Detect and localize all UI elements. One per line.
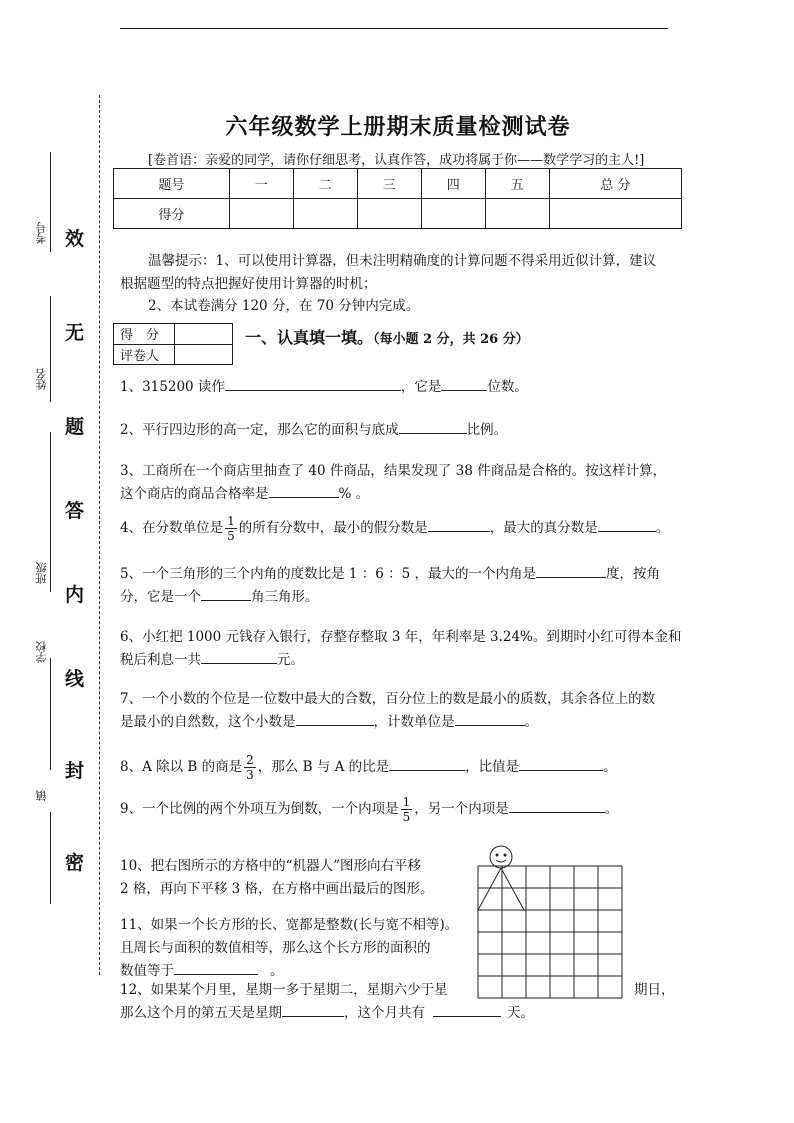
question-text: ，这个月共有: [344, 1005, 425, 1021]
question-text: 1、315200 读作: [120, 379, 225, 395]
answer-blank[interactable]: [282, 1002, 344, 1017]
side-field-line: [50, 432, 51, 592]
answer-blank[interactable]: [296, 711, 374, 726]
question-text: 。: [524, 714, 538, 730]
question-10: [120, 855, 434, 901]
answer-blank[interactable]: [519, 756, 603, 771]
seal-char: 无: [65, 322, 85, 344]
side-field-line: [50, 812, 51, 904]
question-text: 7、一个小数的个位是一位数中最大的合数，百分位上的数是最小的质数，其余各位上的数: [120, 691, 656, 707]
question-text: 。: [604, 801, 619, 817]
score-cell[interactable]: [549, 199, 681, 229]
question-12-line2: [120, 1002, 534, 1025]
score-cell[interactable]: [293, 199, 357, 229]
grader-reviewer-label: 评卷人: [114, 344, 175, 365]
binding-dashed-line: [99, 95, 100, 975]
score-header-cell: 四: [421, 169, 485, 199]
question-text: 分，它是一个: [120, 589, 201, 605]
question-6: [120, 626, 681, 672]
answer-blank[interactable]: [201, 649, 277, 664]
answer-blank[interactable]: [428, 517, 490, 532]
question-text: 是最小的自然数，这个小数是: [120, 714, 296, 730]
question-text: 位数。: [487, 379, 528, 395]
side-field-line: [50, 296, 51, 402]
question-12: [120, 979, 448, 1002]
question-text: 10、把右图所示的方格中的“机器人”图形向右平移: [120, 858, 421, 874]
question-text: 数值等于: [120, 963, 174, 979]
seal-char: 内: [65, 584, 85, 606]
question-text: 。: [270, 963, 284, 979]
fraction: $\frac{2}{3}$: [246, 753, 254, 782]
question-7: [120, 688, 655, 734]
seal-char: 密: [65, 852, 85, 874]
question-text: 比例。: [466, 422, 508, 438]
section-note: （每小题 2 分，共 26 分）: [373, 332, 529, 347]
score-header-cell: 二: [293, 169, 357, 199]
score-cell[interactable]: [229, 199, 293, 229]
score-header-cell: 五: [485, 169, 549, 199]
robot-grid-figure[interactable]: [476, 844, 624, 1000]
score-row-label: 得分: [114, 199, 230, 229]
question-3: [120, 460, 666, 506]
score-header-cell: 题号: [114, 169, 230, 199]
table-row: [114, 169, 682, 199]
side-field-town: 镇: [35, 790, 48, 801]
section-heading: [245, 325, 529, 348]
grader-reviewer-cell[interactable]: [175, 344, 233, 365]
question-text: 天。: [507, 1005, 534, 1021]
seal-char: 封: [65, 760, 85, 782]
table-row: [114, 344, 233, 365]
answer-blank[interactable]: [225, 376, 401, 391]
seal-char: 效: [65, 228, 85, 250]
seal-char: 题: [65, 416, 85, 438]
grader-score-cell[interactable]: [175, 324, 233, 345]
table-row: [114, 324, 233, 345]
question-text: 元。: [277, 652, 304, 668]
question-text: 3、工商所在一个商店里抽查了 40 件商品，结果发现了 38 件商品是合格的。按这样计算，: [120, 463, 667, 479]
seal-char: 答: [65, 500, 85, 522]
answer-blank[interactable]: [174, 960, 258, 975]
answer-blank[interactable]: [399, 419, 467, 434]
question-text: % 。: [338, 486, 370, 502]
question-text: 8、A 除以 B 的商是: [120, 759, 243, 775]
question-text: 度，按角: [606, 566, 661, 582]
question-9: [120, 795, 618, 824]
table-row: [114, 199, 682, 229]
fraction: $\frac{1}{5}$: [402, 795, 411, 824]
seal-char: 线: [65, 668, 85, 690]
page-title: 六年级数学上册期末质量检测试卷: [225, 114, 571, 140]
question-text: 12、如果某个月里，星期一多于星期二，星期六少于星: [120, 982, 448, 998]
question-12-continued: [634, 979, 675, 1002]
question-1: [120, 376, 528, 399]
answer-blank[interactable]: [455, 711, 525, 726]
question-11: [120, 914, 458, 983]
question-5: [120, 563, 660, 609]
question-text: 且周长与面积的数值相等，那么这个长方形的面积的: [120, 940, 431, 956]
question-2: [120, 419, 507, 442]
question-8: [120, 753, 617, 782]
score-cell[interactable]: [357, 199, 421, 229]
score-header-cell: 一: [229, 169, 293, 199]
score-table: [113, 168, 682, 229]
robot-icon: [478, 846, 524, 910]
answer-blank[interactable]: [509, 798, 605, 813]
fraction: $\frac{1}{5}$: [227, 514, 235, 543]
header-rule: [120, 28, 668, 29]
question-text: 9、一个比例的两个外项互为倒数，一个内项是: [120, 801, 399, 817]
question-text: 。: [603, 759, 617, 775]
answer-blank[interactable]: [269, 483, 339, 498]
grader-box: [113, 323, 233, 365]
tip-line: 根据题型的特点把握好使用计算器的时机；: [120, 276, 377, 292]
question-text: 11、如果一个长方形的长、宽都是整数(长与宽不相等)。: [120, 917, 459, 933]
answer-blank[interactable]: [389, 756, 465, 771]
answer-blank[interactable]: [441, 376, 487, 391]
question-text: 4、在分数单位是: [120, 520, 224, 536]
question-text: ，那么 B 与 A 的比是: [257, 759, 390, 775]
question-4: [120, 514, 669, 543]
question-text: 这个商店的商品合格率是: [120, 486, 269, 502]
score-header-cell: 三: [357, 169, 421, 199]
side-field-class: 班级: [35, 562, 48, 584]
side-field-school: 学校: [35, 641, 48, 663]
question-text: 2 格，再向下平移 3 格，在方格中画出最后的图形。: [120, 881, 434, 897]
section-title: 一、认真填一填。: [245, 328, 374, 347]
preface: [卷首语：亲爱的同学，请你仔细思考，认真作答，成功将属于你——数学学习的主人!]: [148, 153, 645, 168]
answer-blank[interactable]: [536, 563, 606, 578]
question-text: ，比值是: [465, 759, 520, 775]
question-text: 角三角形。: [251, 589, 319, 605]
side-field-exam-number: 考号: [35, 222, 48, 244]
tip-line: 温馨提示：1、可以使用计算器，但未注明精确度的计算问题不得采用近似计算，建议: [148, 253, 657, 269]
answer-blank[interactable]: [201, 586, 251, 601]
grader-score-label: 得 分: [114, 324, 175, 345]
question-text: ，计数单位是: [373, 714, 455, 730]
score-cell[interactable]: [485, 199, 549, 229]
answer-blank[interactable]: [433, 1002, 501, 1017]
question-text: 2、平行四边形的高一定，那么它的面积与底成: [120, 422, 399, 438]
question-text: 那么这个月的第五天是星期: [120, 1005, 282, 1021]
side-field-name: 姓名: [35, 368, 48, 390]
question-text: ，最大的真分数是: [489, 520, 598, 536]
question-text: 期日，: [634, 982, 675, 998]
score-cell[interactable]: [421, 199, 485, 229]
question-text: 的所有分数中，最小的假分数是: [238, 520, 428, 536]
question-text: 6、小红把 1000 元钱存入银行，存整存整取 3 年，年利率是 3.24%。到期时小红可得本金和: [120, 629, 682, 645]
tip-line: 2、本试卷满分 120 分，在 70 分钟内完成。: [148, 298, 420, 314]
score-header-cell: 总 分: [549, 169, 681, 199]
grid: [478, 866, 622, 998]
question-text: 税后利息一共: [120, 652, 201, 668]
side-field-line: [50, 658, 51, 770]
question-text: 5、一个三角形的三个内角的度数比是 1 ：6 ：5 ，最大的一个内角是: [120, 566, 537, 582]
question-text: ，它是: [400, 379, 442, 395]
side-field-line: [50, 152, 51, 252]
question-text: ，另一个内项是: [414, 801, 509, 817]
answer-blank[interactable]: [598, 517, 656, 532]
question-text: 。: [655, 520, 670, 536]
